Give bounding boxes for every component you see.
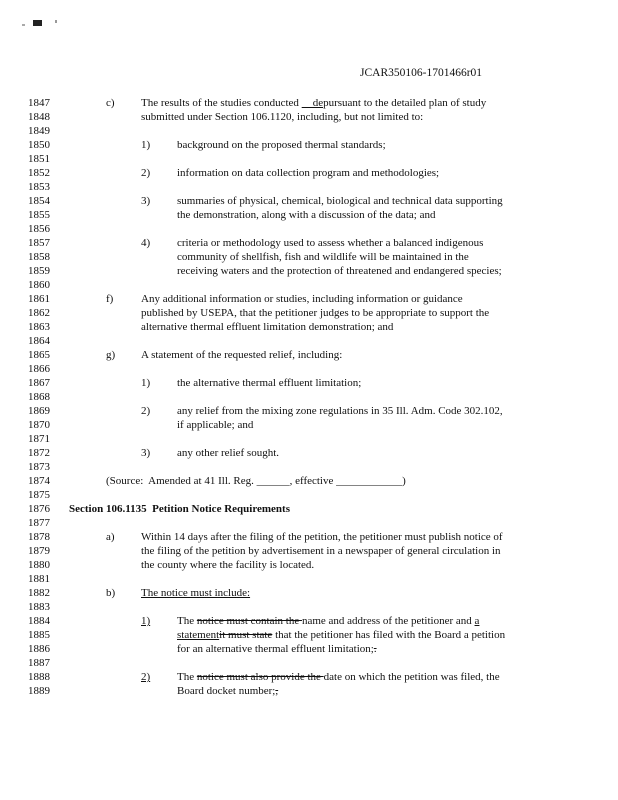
line-text — [141, 306, 489, 320]
text-segment: The — [177, 615, 197, 627]
line-number: 1879 — [28, 545, 50, 557]
line-text — [177, 236, 483, 250]
line-text — [106, 474, 406, 488]
item-label: 1) — [141, 377, 151, 389]
line-number: 1876 — [28, 503, 50, 515]
line-number: 1870 — [28, 419, 50, 431]
line-number: 1883 — [28, 601, 50, 613]
line-number: 1885 — [28, 629, 50, 641]
line-number: 1849 — [28, 125, 50, 137]
line-number: 1869 — [28, 405, 50, 417]
line-number: 1877 — [28, 517, 50, 529]
line-number: 1855 — [28, 209, 50, 221]
line-number: 1863 — [28, 321, 50, 333]
item-label: g) — [106, 349, 116, 361]
text-segment: any relief from the mixing zone regulations in 35 Ill. Adm. Code 302.102, — [177, 405, 503, 417]
line-text — [177, 208, 435, 222]
line-number: 1850 — [28, 139, 50, 151]
text-segment: published by USEPA, that the petitioner judges to be appropriate to support the — [141, 307, 490, 319]
text-segment: the demonstration, along with a discussion of the data; and — [177, 209, 436, 221]
text-segment: alternative thermal effluent limitation demonstration; and — [141, 321, 394, 333]
line-text — [177, 642, 377, 656]
line-number: 1859 — [28, 265, 50, 277]
line-text — [141, 558, 314, 572]
inserted-text: The notice must include: — [141, 587, 251, 599]
inserted-text: statement — [177, 629, 220, 641]
line-number: 1847 — [28, 97, 50, 109]
text-segment: that the petitioner has filed with the Board a petition — [272, 629, 506, 641]
line-text — [177, 166, 439, 180]
line-text — [177, 684, 278, 698]
line-number: 1861 — [28, 293, 50, 305]
text-segment: Within 14 days after the filing of the petition, the petitioner must publish notice of — [141, 531, 503, 543]
line-text — [141, 530, 503, 544]
deleted-text: notice must also provide the — [196, 671, 324, 683]
item-label: 4) — [141, 237, 151, 249]
deleted-text: , — [275, 685, 279, 697]
line-text — [141, 110, 423, 124]
text-segment: submitted under Section 106.1120, including, but not limited to: — [141, 111, 424, 123]
line-text — [177, 614, 479, 628]
deleted-text: . — [373, 643, 377, 655]
line-text — [177, 250, 469, 264]
item-label: 2) — [141, 167, 151, 179]
line-number: 1886 — [28, 643, 50, 655]
line-number: 1862 — [28, 307, 50, 319]
text-segment: community of shellfish, fish and wildlife will be maintained in the — [177, 251, 469, 263]
line-text — [177, 264, 502, 278]
text-segment: pursuant to the detailed plan of study — [323, 97, 487, 109]
deleted-text: it must state — [219, 629, 273, 641]
line-number: 1865 — [28, 349, 50, 361]
line-text — [141, 348, 342, 362]
text-segment: Board docket number; — [177, 685, 276, 697]
line-text — [177, 404, 503, 418]
text-segment: background on the proposed thermal standards; — [177, 139, 386, 151]
text-segment: Any additional information or studies, including information or guidance — [141, 293, 463, 305]
scan-mark — [55, 20, 57, 23]
line-number: 1882 — [28, 587, 50, 599]
line-number: 1864 — [28, 335, 50, 347]
section-heading — [69, 502, 290, 516]
line-number: 1873 — [28, 461, 50, 473]
text-segment: receiving waters and the protection of threatened and endangered species; — [177, 265, 502, 277]
line-number: 1875 — [28, 489, 50, 501]
scan-mark — [22, 24, 25, 26]
line-text — [177, 628, 505, 642]
line-number: 1868 — [28, 391, 50, 403]
item-label: 2) — [141, 405, 151, 417]
line-number: 1854 — [28, 195, 50, 207]
line-text — [141, 96, 486, 110]
line-text — [141, 544, 501, 558]
line-number: 1881 — [28, 573, 50, 585]
text-segment: The — [177, 671, 197, 683]
line-number: 1887 — [28, 657, 50, 669]
line-number: 1889 — [28, 685, 50, 697]
line-number: 1856 — [28, 223, 50, 235]
text-segment: the county where the facility is located. — [141, 559, 315, 571]
item-label: f) — [106, 293, 114, 305]
line-number: 1853 — [28, 181, 50, 193]
line-text — [177, 670, 500, 684]
item-label: 1) — [141, 615, 151, 627]
text-segment: the alternative thermal effluent limitation; — [177, 377, 362, 389]
line-text — [141, 320, 393, 334]
line-text — [141, 586, 250, 600]
text-segment: summaries of physical, chemical, biological and technical data supporting — [177, 195, 503, 207]
text-segment: information on data collection program and methodologies; — [177, 167, 440, 179]
item-label: 3) — [141, 447, 151, 459]
item-label: b) — [106, 587, 116, 599]
line-text — [177, 194, 503, 208]
item-label: a) — [106, 531, 115, 543]
line-number: 1884 — [28, 615, 50, 627]
item-label: 1) — [141, 139, 151, 151]
document-id-header: JCAR350106-1701466r01 — [360, 67, 483, 79]
text-segment: A statement of the requested relief, including: — [141, 349, 343, 361]
line-number: 1860 — [28, 279, 50, 291]
line-number: 1867 — [28, 377, 50, 389]
text-segment: if applicable; and — [177, 419, 254, 431]
line-number: 1872 — [28, 447, 50, 459]
deleted-text: notice must contain the — [196, 615, 302, 627]
line-number: 1880 — [28, 559, 50, 571]
line-text — [177, 446, 279, 460]
text-segment: date on which the petition was filed, the — [323, 671, 500, 683]
line-number: 1871 — [28, 433, 50, 445]
text-segment: criteria or methodology used to assess whether a balanced indigenous — [177, 237, 484, 249]
item-label: c) — [106, 97, 115, 109]
line-number: 1852 — [28, 167, 50, 179]
line-number: 1866 — [28, 363, 50, 375]
text-segment: for an alternative thermal effluent limitation; — [177, 643, 374, 655]
text-segment: The results of the studies conducted — [141, 97, 302, 109]
line-number: 1888 — [28, 671, 50, 683]
line-text — [141, 292, 463, 306]
line-number: 1848 — [28, 111, 50, 123]
item-label: 3) — [141, 195, 151, 207]
item-label: 2) — [141, 671, 151, 683]
scan-mark — [33, 20, 42, 26]
line-number: 1857 — [28, 237, 50, 249]
text-segment: Section 106.1135 Petition Notice Requirements — [69, 503, 290, 515]
line-text — [177, 138, 386, 152]
inserted-text: a — [474, 615, 480, 627]
line-number: 1858 — [28, 251, 50, 263]
inserted-text: de — [301, 97, 324, 109]
line-number: 1878 — [28, 531, 50, 543]
text-segment: name and address of the petitioner and — [301, 615, 475, 627]
text-segment: the filing of the petition by advertisement in a newspaper of general circulation in — [141, 545, 501, 557]
line-text — [177, 376, 361, 390]
line-number: 1874 — [28, 475, 50, 487]
text-segment: (Source: Amended at 41 Ill. Reg. ______, effective ____________) — [106, 475, 406, 487]
line-number: 1851 — [28, 153, 50, 165]
line-text — [177, 418, 253, 432]
text-segment: any other relief sought. — [177, 447, 280, 459]
